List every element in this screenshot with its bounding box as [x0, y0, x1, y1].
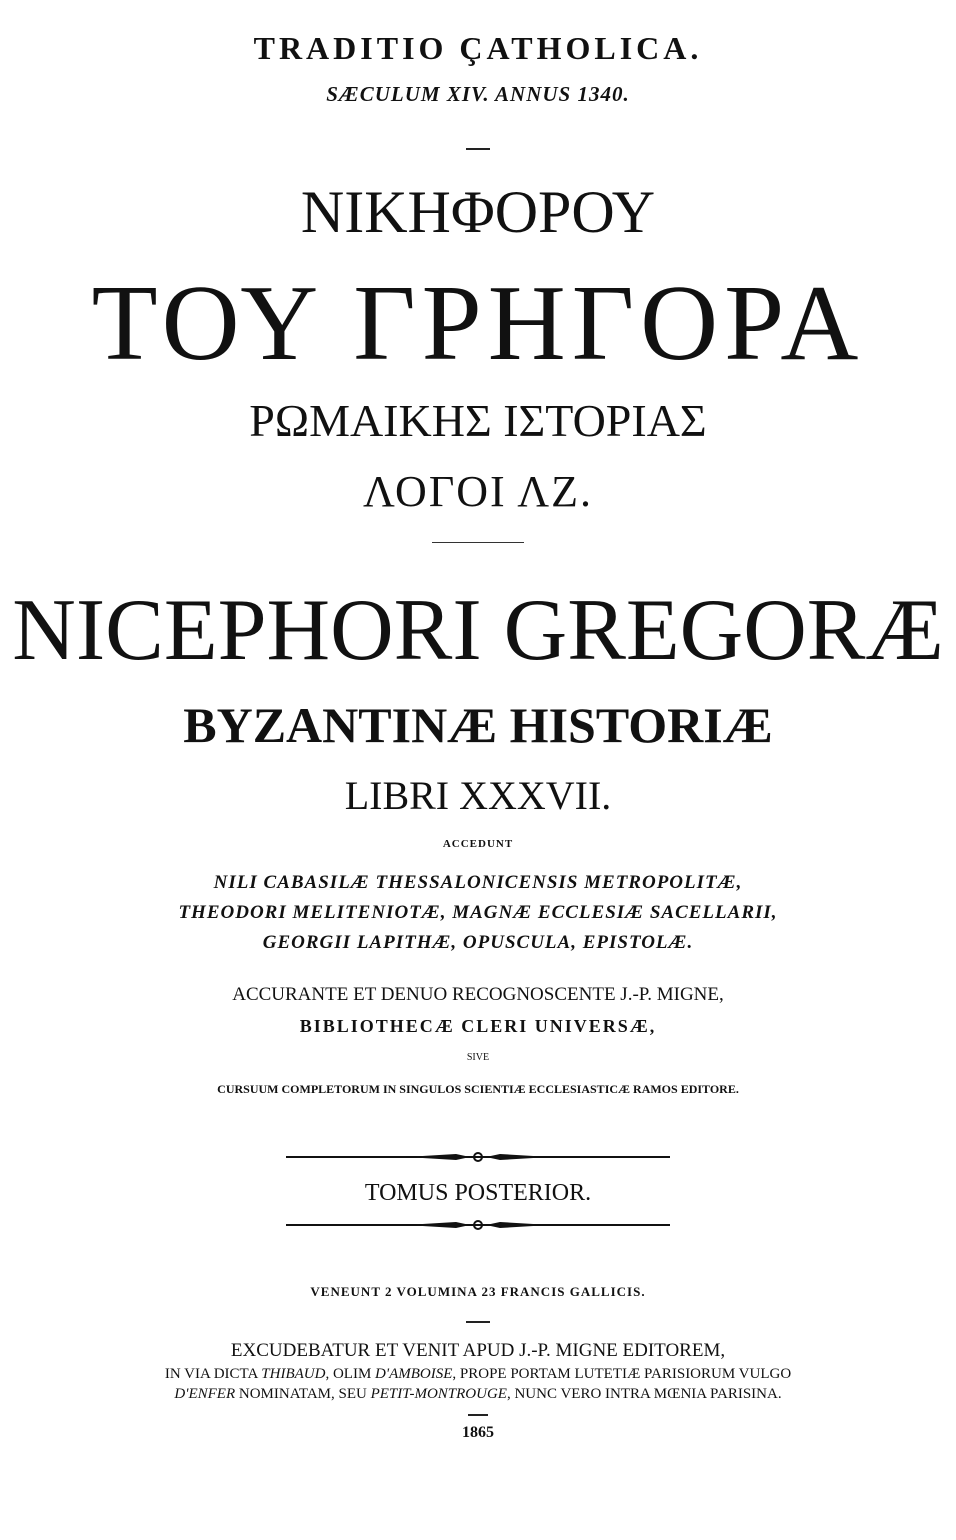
- editor-line-4: CURSUUM COMPLETORUM IN SINGULOS SCIENTIÆ ECCLESIASTICÆ RAMOS EDITORE.: [217, 1082, 739, 1096]
- short-rule-2: [466, 1321, 490, 1323]
- imprint-street-name: THIBAUD: [261, 1366, 326, 1382]
- publication-year: 1865: [462, 1424, 494, 1441]
- imprint-district-name: PETIT-MONTROUGE: [370, 1386, 507, 1402]
- short-rule: [466, 148, 490, 150]
- editor-line-2: BIBLIOTHECÆ CLERI UNIVERSÆ,: [299, 1016, 657, 1036]
- greek-title-line-3: ΡΩΜΑΙΚΗΣ ΙΣΤΟΡΙΑΣ: [249, 395, 707, 446]
- imprint-line-2-a: IN VIA DICTA: [164, 1366, 262, 1382]
- imprint-line-3-b: NOMINATAM, SEU: [235, 1386, 371, 1402]
- editor-line-3: SIVE: [466, 1052, 490, 1063]
- short-rule-3: [468, 1414, 488, 1416]
- series-title: TRADITIO ÇATHOLICA.: [253, 30, 703, 66]
- imprint-line-2: [0, 1366, 956, 1383]
- imprint-line-1: EXCUDEBATUR ET VENIT APUD J.-P. MIGNE EDITOREM,: [230, 1340, 726, 1361]
- editor-line-1: ACCURANTE ET DENUO RECOGNOSCENTE J.-P. MIGNE,: [232, 984, 724, 1005]
- tomus-posterior: TOMUS POSTERIOR.: [364, 1180, 592, 1206]
- latin-title-line-2: BYZANTINÆ HISTORIÆ: [183, 697, 773, 753]
- imprint-gate-name: D'ENFER: [174, 1386, 236, 1402]
- imprint-line-3-d: , NUNC VERO INTRA MŒNIA PARISINA.: [506, 1386, 782, 1402]
- separator-rule: [432, 542, 524, 543]
- accedunt-line-1: NILI CABASILÆ THESSALONICENSIS METROPOLITÆ,: [213, 872, 743, 893]
- price-notice: VENEUNT 2 VOLUMINA 23 FRANCIS GALLICIS.: [310, 1284, 646, 1299]
- ornamental-rule-top: [286, 1150, 670, 1164]
- greek-title-line-4: ΛΟΓΟΙ ΛΖ.: [362, 467, 594, 516]
- greek-title-line-2: ΤΟΥ ΓΡΗΓΟΡΑ: [91, 264, 865, 383]
- imprint-old-street-name: D'AMBOISE: [375, 1366, 453, 1382]
- greek-title-line-1: ΝΙΚΗΦΟΡΟΥ: [300, 179, 656, 245]
- accedunt-line-3: GEORGII LAPITHÆ, OPUSCULA, EPISTOLÆ.: [262, 932, 694, 953]
- series-subtitle: SÆCULUM XIV. ANNUS 1340.: [326, 82, 630, 106]
- accedunt-line-2: THEODORI MELITENIOTÆ, MAGNÆ ECCLESIÆ SACELLARII,: [178, 902, 778, 923]
- imprint-line-2-e: , PROPE PORTAM LUTETIÆ PARISIORUM VULGO: [452, 1366, 792, 1382]
- ornamental-rule-bottom: [286, 1218, 670, 1232]
- accedunt-label: ACCEDUNT: [442, 838, 514, 850]
- imprint-line-2-c: , OLIM: [325, 1366, 376, 1382]
- latin-title-line-1: NICEPHORI GREGORÆ: [12, 582, 944, 679]
- latin-title-line-3: LIBRI XXXVII.: [344, 773, 612, 818]
- imprint-line-3: [0, 1386, 956, 1403]
